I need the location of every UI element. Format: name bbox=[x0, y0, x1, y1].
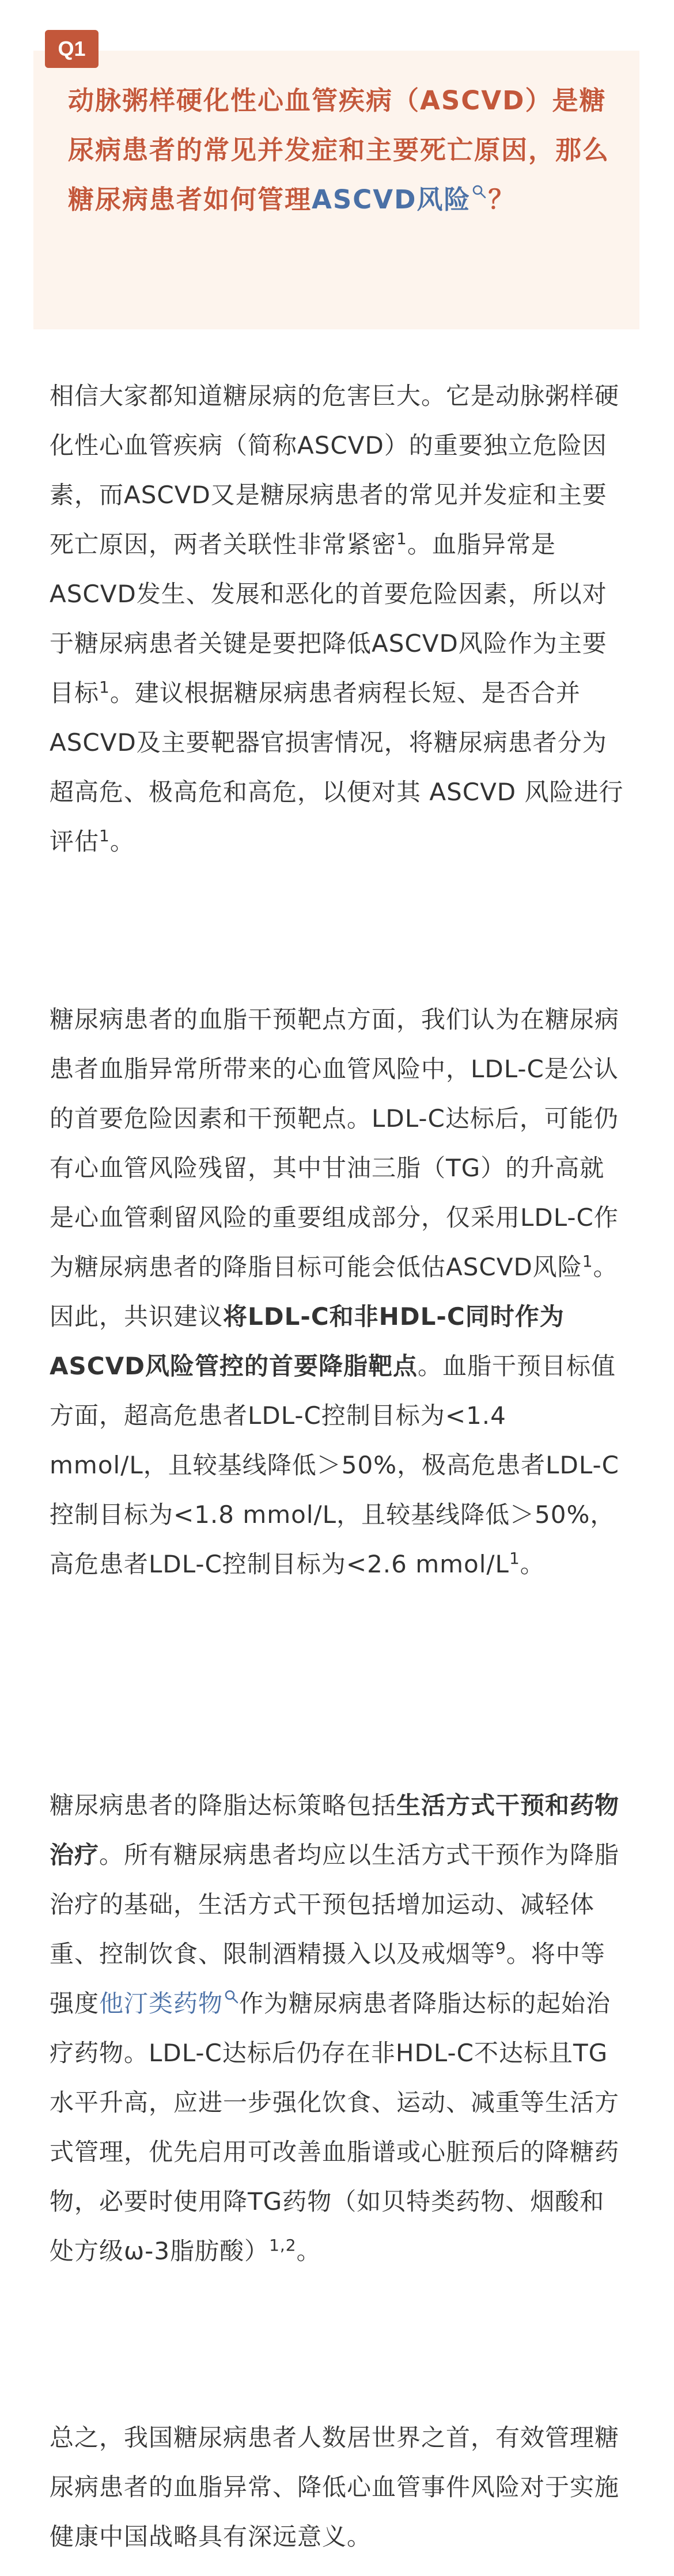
p1-text-2: 。血脂异常是ASCVD发生、发展和恶化的首要危险因素，所以对于糖尿病患者关键是要把降低ASCVD风险作为主要目标 bbox=[50, 530, 607, 707]
p2-bold-recommendation: 将LDL-C和非HDL-C同时作为ASCVD风险管控的首要降脂靶点 bbox=[50, 1302, 565, 1380]
p3-text-4: 作为糖尿病患者降脂达标的起始治疗药物。LDL-C达标后仍存在非HDL-C不达标且TG水平升高，应进一步强化饮食、运动、减重等生活方式管理，优先启用可改善血脂谱或心脏预后的降糖药物，必要时使用降TG药物（如贝特类药物、烟酸和处方级ω-3脂肪酸） bbox=[50, 1989, 620, 2265]
search-icon[interactable] bbox=[224, 1989, 238, 2003]
p1-text-3: 。建议根据糖尿病患者病程长短、是否合并ASCVD及主要靶器官损害情况，将糖尿病患者分为超高危、极高危和高危，以便对其 ASCVD 风险进行评估 bbox=[50, 679, 624, 856]
paragraph-lipid-targets bbox=[50, 995, 626, 1589]
reference-marker: 1,2 bbox=[269, 2236, 297, 2255]
p2-text-3: 。血脂干预目标值方面，超高危患者LDL-C控制目标为<1.4 mmol/L，且较基线降低＞50%，极高危患者LDL-C控制目标为<1.8 mmol/L，且较基线降低＞50%，高危患者LDL-C控制目标为<2.6 mmol/L bbox=[50, 1352, 619, 1578]
p3-text-3: 。将中等强度 bbox=[50, 1940, 605, 2018]
p3-bold-strategy: 生活方式干预和药物治疗 bbox=[50, 1791, 620, 1869]
p1-text-4: 。 bbox=[109, 827, 135, 856]
question-end: ？ bbox=[488, 184, 516, 215]
search-icon[interactable] bbox=[472, 184, 487, 199]
question-text: 动脉粥样硬化性心血管疾病（ASCVD）是糖尿病患者的常见并发症和主要死亡原因，那么糖尿病患者如何管理 bbox=[68, 85, 610, 215]
reference-marker: 1 bbox=[396, 529, 407, 548]
p4-text-1: 总之，我国糖尿病患者人数居世界之首，有效管理糖尿病患者的血脂异常、降低心血管事件风险对于实施健康中国战略具有深远意义。 bbox=[50, 2423, 620, 2551]
reference-marker: 1 bbox=[509, 1549, 520, 1568]
p1-text-1: 相信大家都知道糖尿病的危害巨大。它是动脉粥样硬化性心血管疾病（简称ASCVD）的重要独立危险因素，而ASCVD又是糖尿病患者的常见并发症和主要死亡原因，两者关联性非常紧密 bbox=[50, 382, 620, 558]
reference-marker: 9 bbox=[495, 1939, 506, 1958]
paragraph-conclusion bbox=[50, 2413, 626, 2562]
p3-text-1: 糖尿病患者的降脂达标策略包括 bbox=[50, 1791, 397, 1819]
p2-text-4: 。 bbox=[520, 1550, 545, 1578]
reference-marker: 1 bbox=[99, 826, 110, 845]
statin-link[interactable]: 他汀类药物 bbox=[99, 1989, 224, 2018]
question-tag: Q1 bbox=[45, 30, 99, 68]
ascvd-risk-link[interactable]: ASCVD风险 bbox=[312, 184, 471, 215]
reference-marker: 1 bbox=[99, 678, 110, 697]
reference-marker: 1 bbox=[582, 1252, 593, 1271]
question-heading bbox=[68, 76, 621, 225]
paragraph-strategy bbox=[50, 1781, 626, 2276]
p2-text-1: 糖尿病患者的血脂干预靶点方面，我们认为在糖尿病患者血脂异常所带来的心血管风险中，LDL-C是公认的首要危险因素和干预靶点。LDL-C达标后，可能仍有心血管风险残留，其中甘油三脂（TG）的升高就是心血管剩留风险的重要组成部分，仅采用LDL-C作为糖尿病患者的降脂目标可能会低估ASCVD风险 bbox=[50, 1005, 620, 1281]
p3-text-5: 。 bbox=[296, 2237, 321, 2265]
p2-text-2: 。因此，共识建议 bbox=[50, 1253, 618, 1331]
paragraph-intro bbox=[50, 371, 626, 867]
p3-text-2: 。所有糖尿病患者均应以生活方式干预作为降脂治疗的基础，生活方式干预包括增加运动、减轻体重、控制饮食、限制酒精摄入以及戒烟等 bbox=[50, 1841, 620, 1968]
